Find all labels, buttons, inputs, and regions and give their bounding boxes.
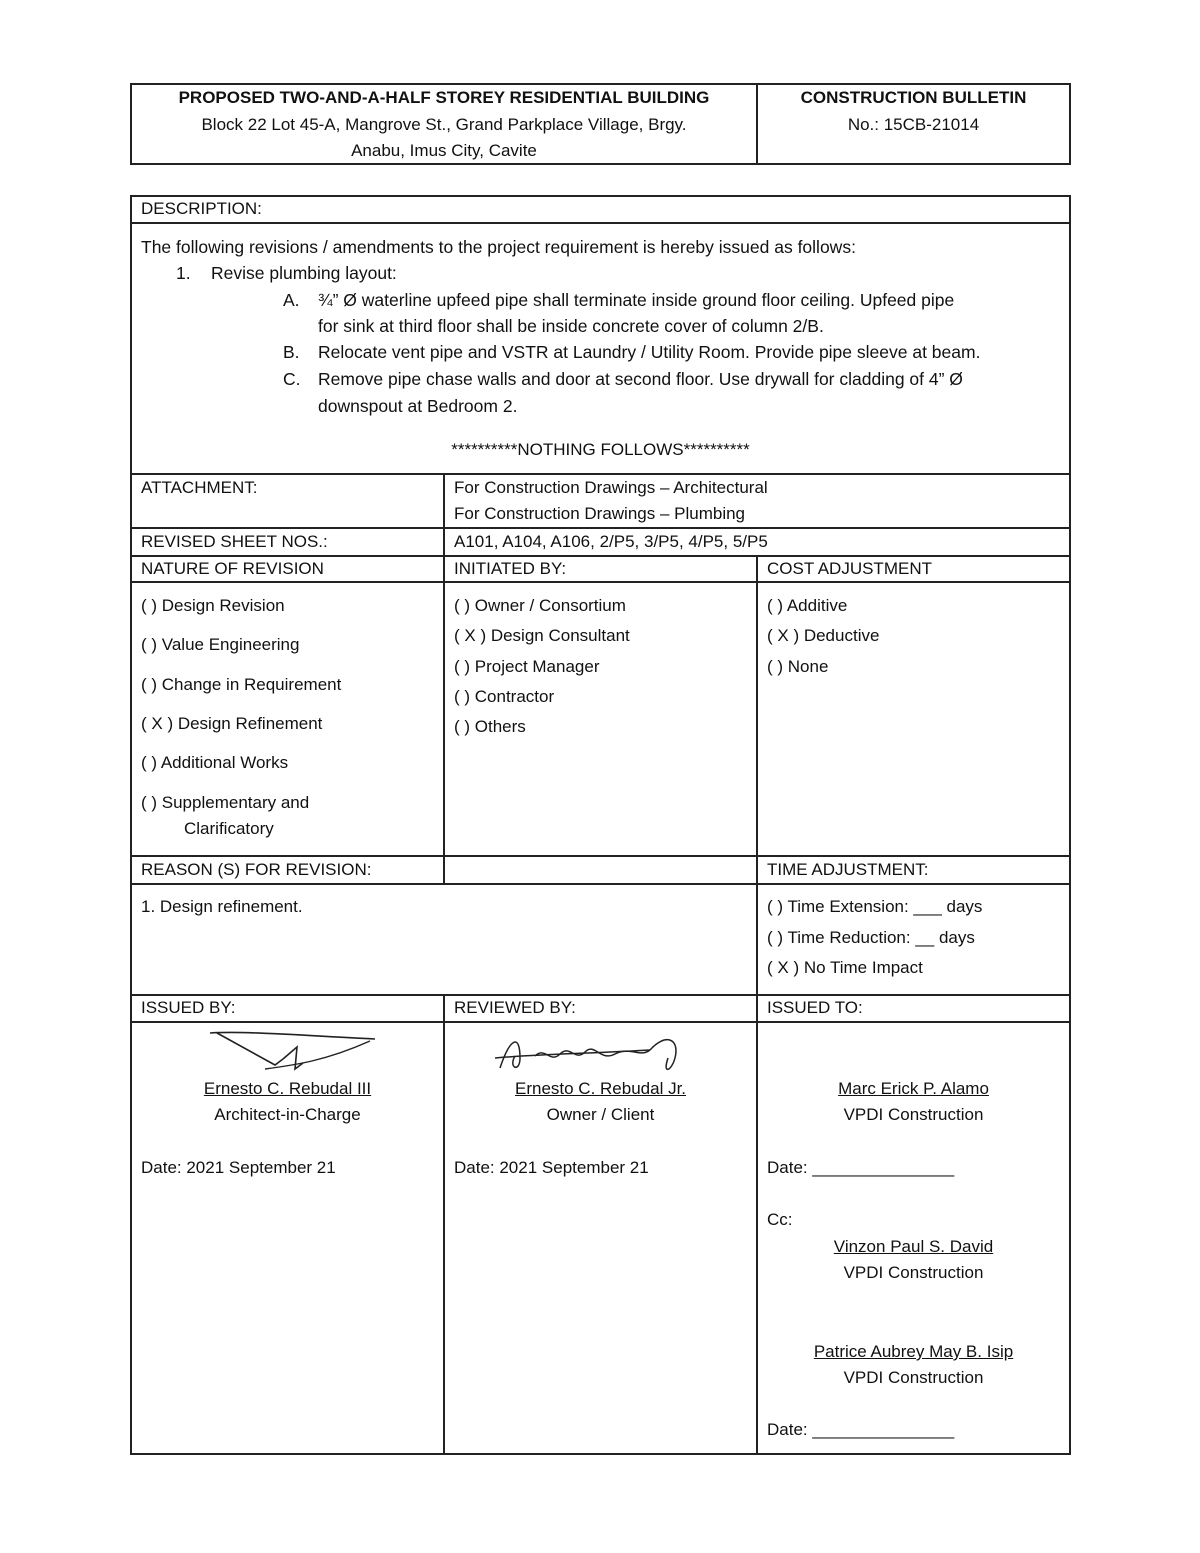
nature-option: ( ) Value Engineering	[141, 635, 300, 654]
item-a-letter: A.	[283, 290, 300, 310]
issued-by-label: ISSUED BY:	[141, 998, 236, 1017]
attachment-line2: For Construction Drawings – Plumbing	[454, 504, 746, 523]
rule	[130, 883, 1071, 885]
item-c-letter: C.	[283, 369, 301, 389]
cc2-date: Date: _______________	[767, 1420, 955, 1439]
item-b-letter: B.	[283, 342, 300, 362]
item-a-line1: ¾” Ø waterline upfeed pipe shall terminate inside ground floor ceiling. Upfeed pipe	[318, 290, 955, 310]
cost-label: COST ADJUSTMENT	[767, 559, 932, 578]
document-number: No.: 15CB-21014	[847, 115, 980, 134]
reviewed-by-label: REVIEWED BY:	[454, 998, 576, 1017]
nature-option-cont: Clarificatory	[184, 819, 274, 838]
time-option: ( ) Time Reduction: __ days	[767, 928, 975, 947]
reviewed-by-date: Date: 2021 September 21	[454, 1158, 649, 1177]
attachment-label: ATTACHMENT:	[141, 478, 258, 497]
cost-option: ( X ) Deductive	[767, 626, 880, 645]
signature-issued-by	[205, 1025, 385, 1075]
nature-option: ( ) Supplementary and	[141, 793, 310, 812]
rule	[130, 855, 1071, 857]
item-c-line2: downspout at Bedroom 2.	[318, 396, 518, 416]
rule	[130, 994, 1071, 996]
nature-option: ( ) Change in Requirement	[141, 675, 342, 694]
item-c-line1: Remove pipe chase walls and door at second floor. Use drywall for cladding of 4” Ø	[318, 369, 963, 389]
col-divider	[443, 994, 445, 1455]
description-intro: The following revisions / amendments to the project requirement is hereby issued as follows:	[141, 237, 856, 257]
initiated-option: ( X ) Design Consultant	[454, 626, 630, 645]
rule	[130, 473, 1071, 475]
nothing-follows: **********NOTHING FOLLOWS**********	[451, 440, 750, 459]
signature-reviewed-by	[490, 1028, 700, 1080]
issued-to-company: VPDI Construction	[843, 1105, 984, 1124]
issued-by-date: Date: 2021 September 21	[141, 1158, 336, 1177]
issued-by-role: Architect-in-Charge	[214, 1105, 361, 1124]
initiated-option: ( ) Project Manager	[454, 657, 600, 676]
reviewed-by-role: Owner / Client	[546, 1105, 655, 1124]
rule	[130, 527, 1071, 529]
reason-value: 1. Design refinement.	[141, 897, 303, 916]
project-title: PROPOSED TWO-AND-A-HALF STOREY RESIDENTIAL BUILDING	[178, 88, 710, 107]
nature-option: ( ) Additional Works	[141, 753, 289, 772]
initiated-option: ( ) Owner / Consortium	[454, 596, 626, 615]
initiated-option: ( ) Others	[454, 717, 526, 736]
revised-sheets-value: A101, A104, A106, 2/P5, 3/P5, 4/P5, 5/P5	[454, 532, 768, 551]
cc-label: Cc:	[767, 1210, 793, 1229]
project-address-line2: Anabu, Imus City, Cavite	[351, 141, 537, 160]
reviewed-by-name: Ernesto C. Rebudal Jr.	[514, 1079, 687, 1098]
attachment-line1: For Construction Drawings – Architectural	[454, 478, 768, 497]
cc2-company: VPDI Construction	[843, 1368, 984, 1387]
item-a-line2: for sink at third floor shall be inside concrete cover of column 2/B.	[318, 316, 824, 336]
rule	[130, 222, 1071, 224]
issued-to-name: Marc Erick P. Alamo	[838, 1079, 989, 1098]
issued-to-label: ISSUED TO:	[767, 998, 863, 1017]
col-divider	[756, 555, 758, 883]
time-option: ( X ) No Time Impact	[767, 958, 923, 977]
nature-option: ( X ) Design Refinement	[141, 714, 323, 733]
col-divider	[443, 473, 445, 883]
time-option: ( ) Time Extension: ___ days	[767, 897, 983, 916]
rule	[130, 1021, 1071, 1023]
cost-option: ( ) Additive	[767, 596, 848, 615]
issued-to-date: Date: _______________	[767, 1158, 955, 1177]
item-number: 1.	[176, 263, 191, 283]
cc1-company: VPDI Construction	[843, 1263, 984, 1282]
col-divider	[756, 883, 758, 994]
description-label: DESCRIPTION:	[141, 199, 262, 218]
revised-sheets-label: REVISED SHEET NOS.:	[141, 532, 328, 551]
project-address-line1: Block 22 Lot 45-A, Mangrove St., Grand Parkplace Village, Brgy.	[201, 115, 687, 134]
rule	[130, 555, 1071, 557]
item-text: Revise plumbing layout:	[211, 263, 397, 283]
nature-option: ( ) Design Revision	[141, 596, 285, 615]
item-b-line1: Relocate vent pipe and VSTR at Laundry / Utility Room. Provide pipe sleeve at beam.	[318, 342, 981, 362]
document-title: CONSTRUCTION BULLETIN	[800, 88, 1027, 107]
cost-option: ( ) None	[767, 657, 829, 676]
time-label: TIME ADJUSTMENT:	[767, 860, 929, 879]
cc2-name: Patrice Aubrey May B. Isip	[813, 1342, 1014, 1361]
reason-label: REASON (S) FOR REVISION:	[141, 860, 372, 879]
initiated-option: ( ) Contractor	[454, 687, 555, 706]
nature-label: NATURE OF REVISION	[141, 559, 324, 578]
initiated-label: INITIATED BY:	[454, 559, 567, 578]
issued-by-name: Ernesto C. Rebudal III	[203, 1079, 372, 1098]
cc1-name: Vinzon Paul S. David	[833, 1237, 994, 1256]
rule	[130, 581, 1071, 583]
